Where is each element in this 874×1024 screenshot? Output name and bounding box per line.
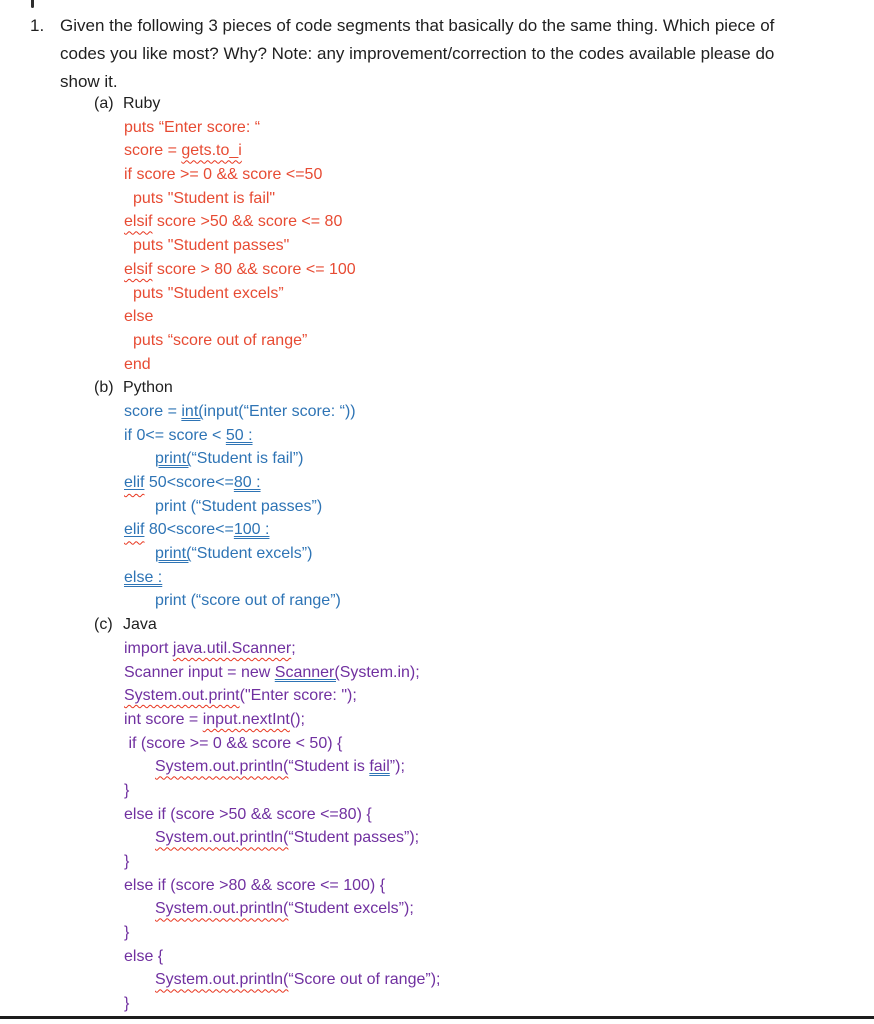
code-text: print (“score out of range”) (155, 592, 341, 610)
code-line (124, 921, 440, 945)
question-text-line: show it. (60, 72, 118, 91)
spellcheck-wavy-underline: System.out.println( (155, 829, 289, 847)
code-line (124, 210, 440, 234)
code-line (124, 566, 440, 590)
code-text: else (124, 308, 154, 326)
code-text: puts "Student excels” (133, 284, 284, 302)
grammar-double-underline: Scanner( (274, 663, 340, 681)
grammar-double-underline: else : (124, 568, 163, 586)
spellcheck-wavy-underline: System.out.println( (155, 900, 289, 918)
grammar-double-underline: fail (369, 758, 390, 776)
section-language: Java (123, 616, 157, 634)
code-line (155, 826, 440, 850)
spellcheck-wavy-underline (124, 474, 144, 491)
grammar-double-underline: 50 : (225, 426, 253, 444)
code-text: ; (291, 639, 296, 657)
code-line (124, 424, 440, 448)
spellcheck-wavy-underline: java.util.Scanner (172, 639, 292, 657)
spellcheck-wavy-underline: gets.to_i (181, 142, 242, 160)
code-line (155, 897, 440, 921)
code-text: (); (289, 710, 305, 728)
code-segments (94, 92, 440, 1016)
code-text: puts “Enter score: “ (124, 118, 261, 136)
code-line (124, 874, 440, 898)
question-text-line: Given the following 3 pieces of code segments that basically do the same thing. Which piece of (60, 16, 775, 35)
code-line (124, 803, 440, 827)
code-line (124, 945, 440, 969)
code-line (155, 447, 440, 471)
spellcheck-wavy-underline (124, 521, 144, 538)
code-line (124, 708, 440, 732)
code-line (155, 589, 440, 613)
grammar-double-underline: int( (181, 402, 204, 420)
spellcheck-wavy-underline: input.nextInt (202, 710, 290, 728)
code-line (133, 329, 440, 353)
code-text: input(“Enter score: “)) (203, 402, 356, 420)
code-line (124, 116, 440, 140)
code-text: score = (124, 142, 182, 160)
code-text: puts "Student is fail" (133, 189, 276, 207)
section-label: (b) (94, 379, 114, 397)
section-label: (a) (94, 95, 114, 112)
code-text: “Score out of range”); (288, 971, 441, 989)
code-text: if 0<= score < (124, 426, 226, 444)
code-section-python (94, 376, 440, 613)
question-text-line: codes you like most? Why? Note: any improvement/correction to the codes available please do (60, 44, 775, 63)
code-line (133, 234, 440, 258)
code-text: System.in); (339, 663, 420, 681)
code-line (124, 684, 440, 708)
code-line (124, 518, 440, 542)
code-text: ("Enter score: "); (239, 687, 357, 705)
spellcheck-wavy-underline: System.out.println( (155, 758, 289, 776)
code-text: ”); (389, 758, 405, 776)
spellcheck-wavy-underline: System.out.print (124, 687, 240, 705)
code-line (124, 850, 440, 874)
code-text: else { (124, 947, 164, 965)
code-line (124, 732, 440, 756)
spellcheck-wavy-underline: elsif (124, 213, 153, 231)
code-text: “Student is fail”) (191, 450, 304, 468)
section-heading (94, 92, 440, 116)
code-line (124, 400, 440, 424)
grammar-double-underline: print( (155, 450, 192, 468)
code-line (124, 305, 440, 329)
code-text: import (124, 639, 173, 657)
code-line (133, 282, 440, 306)
code-text: “Student excels”); (288, 900, 414, 918)
code-line (124, 258, 440, 282)
code-line (155, 968, 440, 992)
code-text: } (124, 924, 130, 942)
code-line (124, 163, 440, 187)
code-text: 50<score<= (144, 474, 234, 491)
code-text: “Student excels”) (191, 545, 313, 563)
question-1 (30, 12, 774, 96)
code-text: Scanner input = new (124, 663, 275, 681)
code-text: else if (score >80 && score <= 100) { (124, 876, 386, 894)
code-text: else if (score >50 && score <=80) { (124, 805, 372, 823)
code-line (124, 661, 440, 685)
code-line (124, 637, 440, 661)
code-line (155, 542, 440, 566)
section-language: Ruby (123, 95, 161, 112)
code-text: } (124, 781, 130, 799)
grammar-underline: elif (124, 474, 145, 491)
clipped-text-artifact (31, 0, 34, 8)
grammar-double-underline: print( (155, 545, 192, 563)
code-text: score = (124, 402, 182, 420)
section-heading (94, 613, 440, 637)
question-text (60, 12, 774, 96)
code-text: score > 80 && score <= 100 (152, 260, 356, 278)
code-text: puts “score out of range” (133, 331, 308, 349)
window-bottom-edge (0, 1016, 874, 1019)
code-text: “Student passes”); (288, 829, 420, 847)
code-line (124, 353, 440, 377)
grammar-double-underline: 80 : (233, 474, 261, 491)
code-text: if score >= 0 && score <=50 (124, 166, 323, 184)
code-text: score >50 && score <= 80 (152, 213, 343, 231)
code-line (155, 755, 440, 779)
code-text: if (score >= 0 && score < 50) { (124, 734, 343, 752)
code-text: puts "Student passes" (133, 237, 290, 255)
code-line (155, 495, 440, 519)
code-line (133, 187, 440, 211)
spellcheck-wavy-underline: System.out.println( (155, 971, 289, 989)
code-text: } (124, 853, 130, 870)
code-text: print (“Student passes”) (155, 497, 323, 515)
spellcheck-wavy-underline: elsif (124, 260, 153, 278)
section-language: Python (123, 379, 173, 397)
code-line (124, 471, 440, 495)
section-heading (94, 376, 440, 400)
code-text: “Student is (288, 758, 370, 776)
code-line (124, 139, 440, 163)
grammar-underline: elif (124, 521, 145, 539)
code-text: 80<score<= (144, 521, 234, 539)
grammar-double-underline: 100 : (233, 521, 270, 539)
code-text: int score = (124, 710, 203, 728)
code-line (124, 779, 440, 803)
code-text: end (124, 355, 151, 373)
code-line (124, 992, 440, 1016)
code-section-java (94, 613, 440, 1016)
code-section-ruby (94, 92, 440, 376)
code-text: } (124, 995, 130, 1013)
question-number: 1. (30, 16, 45, 35)
section-label: (c) (94, 616, 113, 634)
